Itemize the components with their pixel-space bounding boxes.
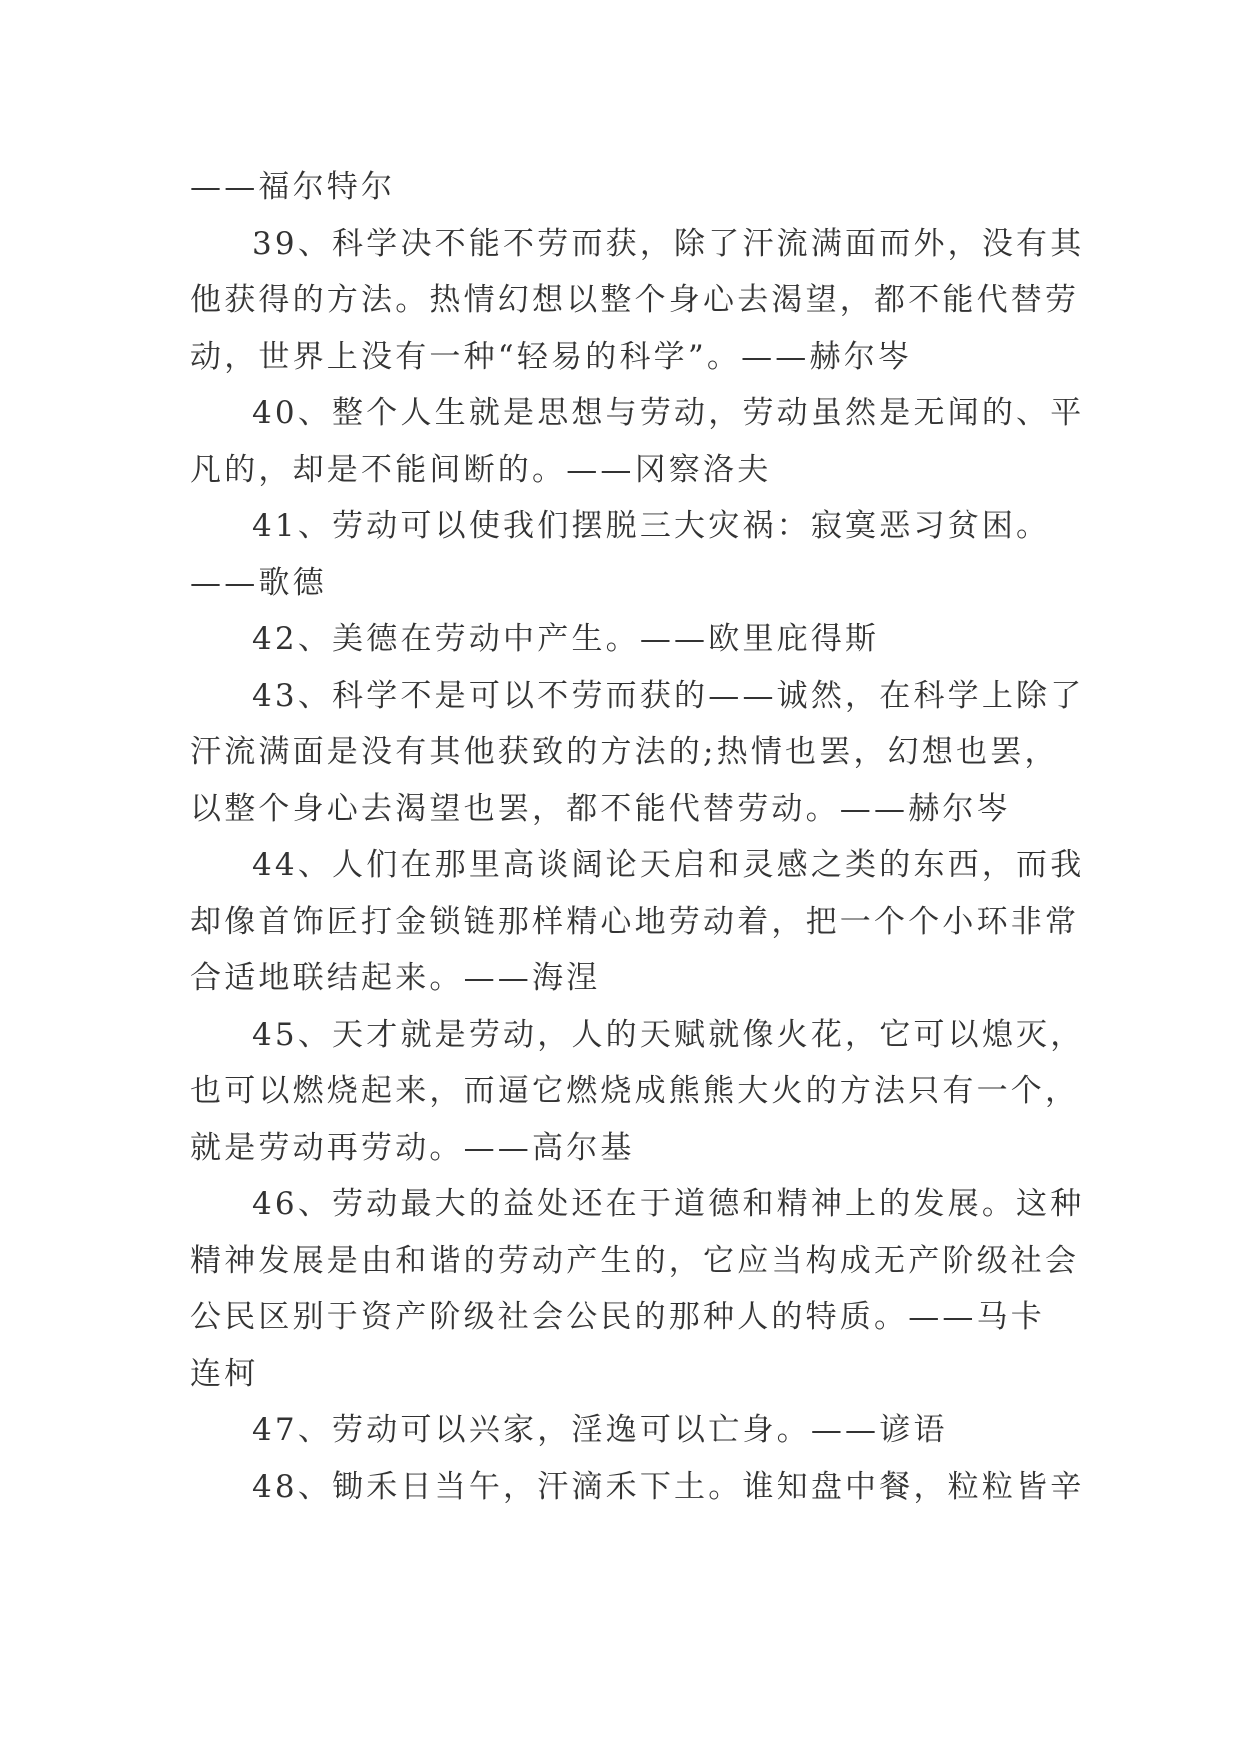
text-line: 精神发展是由和谐的劳动产生的，它应当构成无产阶级社会 (190, 1242, 1080, 1279)
text-line: 43、科学不是可以不劳而获的——诚然，在科学上除了 (252, 677, 1085, 714)
text-line: 42、美德在劳动中产生。——欧里庇得斯 (252, 621, 880, 657)
text-line: 汗流满面是没有其他获致的方法的;热情也罢，幻想也罢， (190, 734, 1059, 770)
text-line: 41、劳动可以使我们摆脱三大灾祸：寂寞恶习贫困。 (252, 508, 1051, 544)
document-body (190, 159, 1085, 1515)
text-line: 以整个身心去渴望也罢，都不能代替劳动。——赫尔岑 (190, 790, 1011, 827)
text-line: 连柯 (190, 1355, 259, 1392)
text-line: 公民区别于资产阶级社会公民的那种人的特质。——马卡 (190, 1299, 1045, 1335)
text-line: ——福尔特尔 (190, 169, 396, 205)
text-line: 合适地联结起来。——海涅 (190, 960, 601, 996)
text-line: 45、天才就是劳动，人的天赋就像火花，它可以熄灭， (252, 1016, 1085, 1053)
text-line: 40、整个人生就是思想与劳动，劳动虽然是无闻的、平 (252, 395, 1085, 431)
text-line: 48、锄禾日当午，汗滴禾下土。谁知盘中餐，粒粒皆辛 (252, 1468, 1085, 1505)
text-line: 也可以燃烧起来，而逼它燃烧成熊熊大火的方法只有一个， (190, 1073, 1080, 1109)
text-line: 就是劳动再劳动。——高尔基 (190, 1129, 635, 1166)
text-line: ——歌德 (190, 564, 327, 601)
text-line: 凡的，却是不能间断的。——冈察洛夫 (190, 451, 772, 488)
text-line: 44、人们在那里高谈阔论天启和灵感之类的东西，而我 (252, 847, 1085, 883)
text-line: 47、劳动可以兴家，淫逸可以亡身。——谚语 (252, 1412, 948, 1448)
text-line: 39、科学决不能不劳而获，除了汗流满面而外，没有其 (252, 225, 1085, 262)
text-line: 却像首饰匠打金锁链那样精心地劳动着，把一个个小环非常 (190, 903, 1080, 940)
text-line: 动，世界上没有一种“轻易的科学”。——赫尔岑 (190, 338, 913, 375)
text-line: 46、劳动最大的益处还在于道德和精神上的发展。这种 (252, 1186, 1085, 1222)
text-line: 他获得的方法。热情幻想以整个身心去渴望，都不能代替劳 (190, 282, 1080, 318)
